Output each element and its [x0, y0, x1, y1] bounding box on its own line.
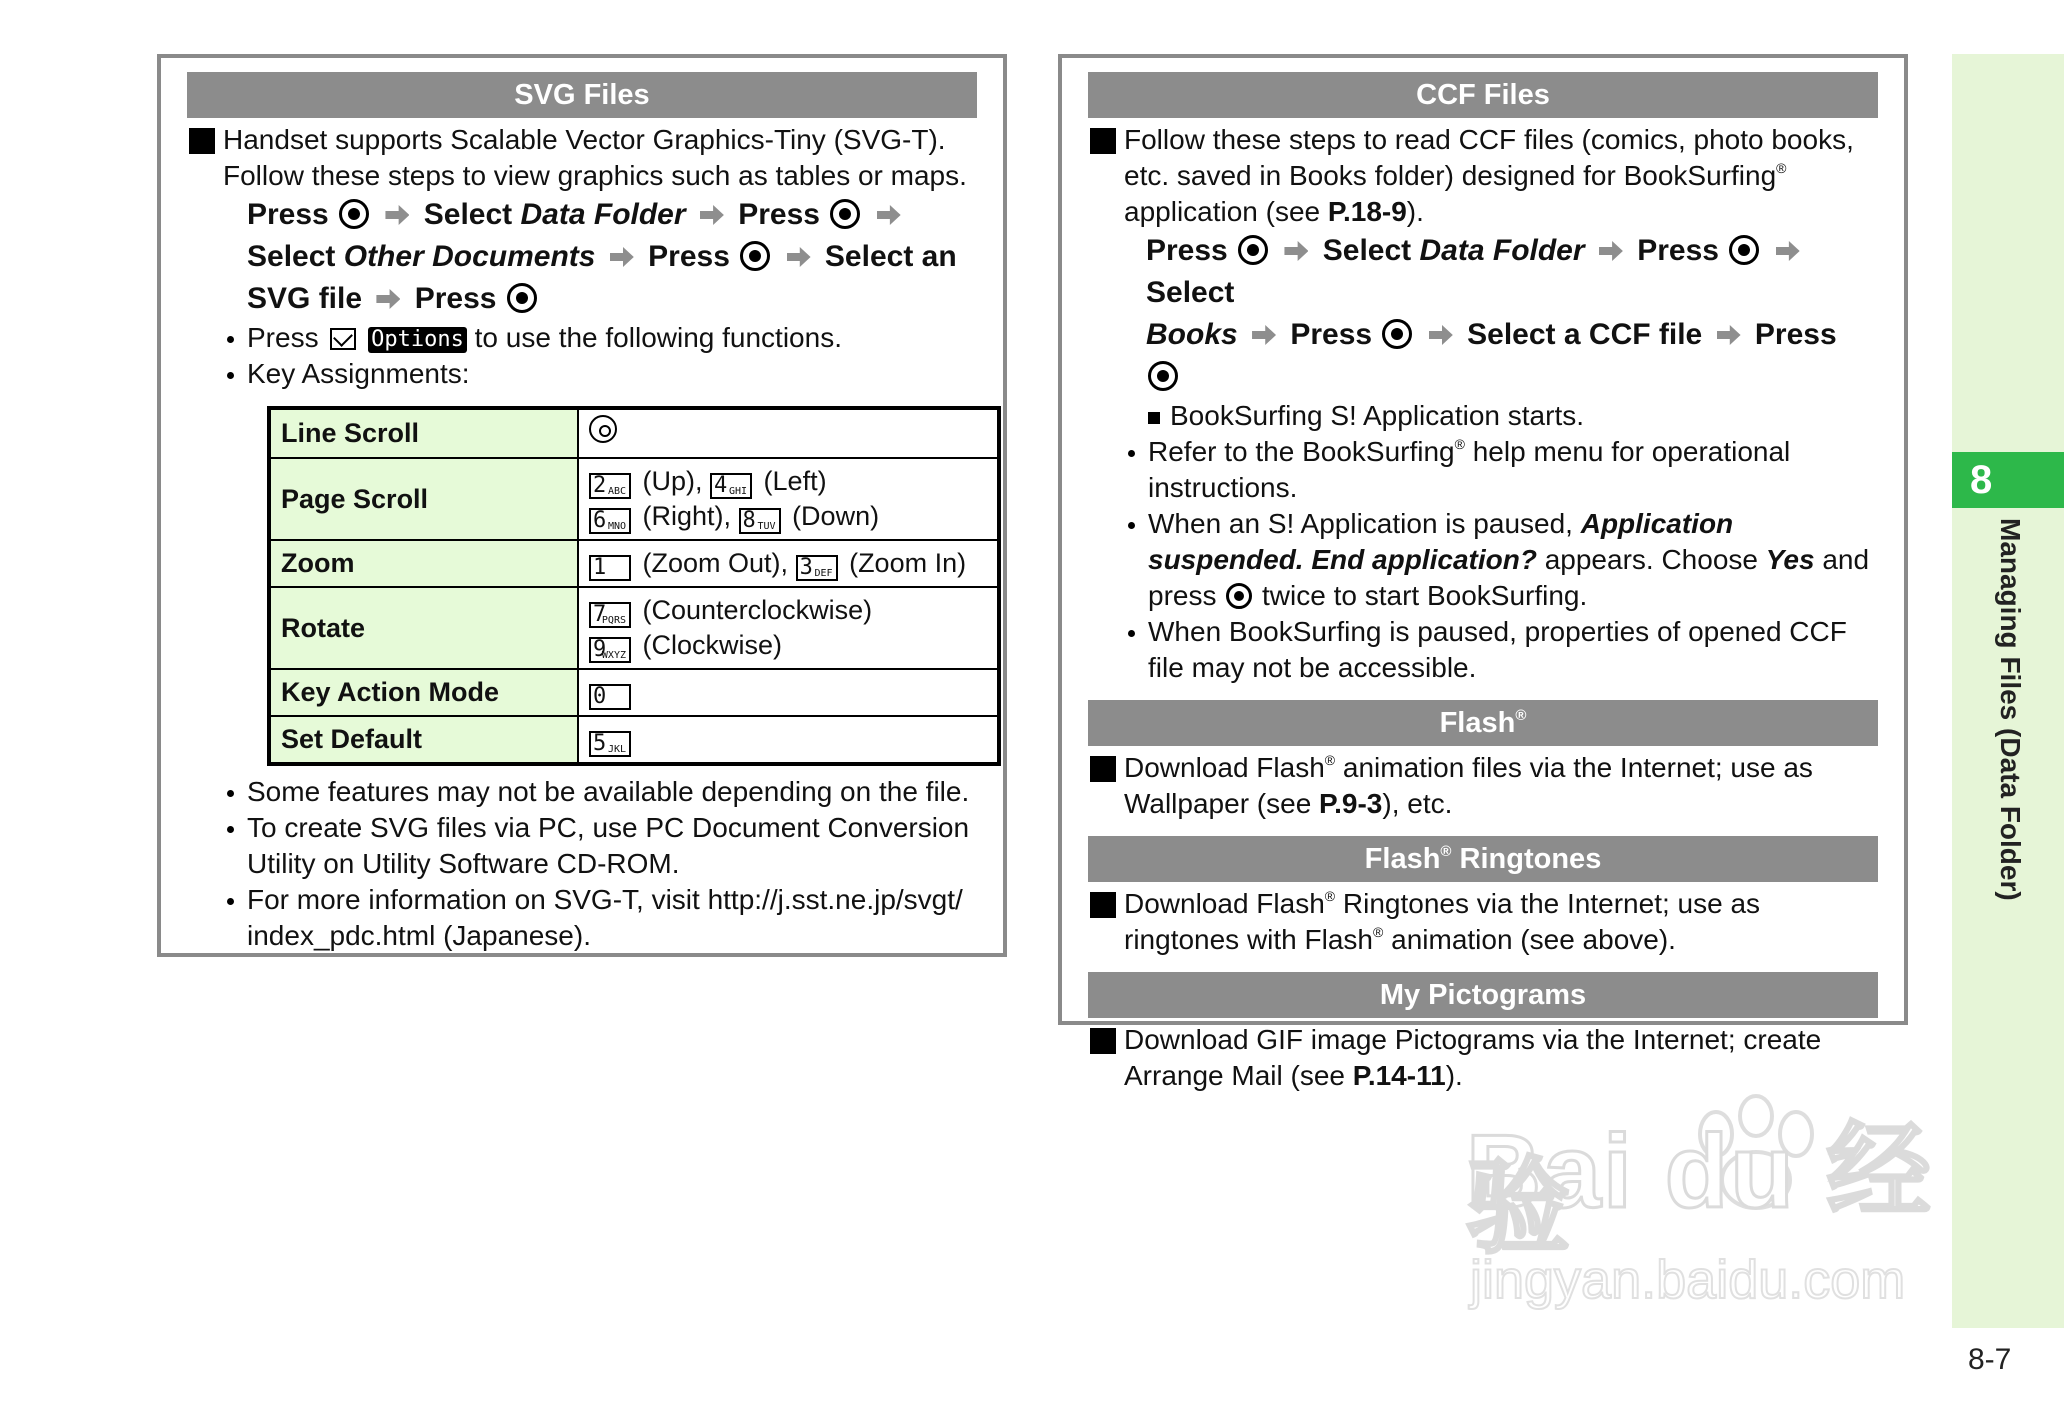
center-key-icon [1226, 583, 1252, 609]
step-arrow-icon [1429, 325, 1453, 345]
square-bullet-icon [1090, 128, 1116, 154]
page-reference: P.18-9 [1327, 196, 1407, 227]
step-arrow-icon [1284, 241, 1308, 261]
step-arrow-icon [610, 247, 634, 267]
mail-key-icon [330, 328, 356, 350]
multi-selector-icon [589, 415, 617, 443]
svg-files-heading: SVG Files [187, 72, 977, 118]
watermark-logo-text: Bai du 经验 [1466, 1114, 1933, 1266]
flash-heading: Flash® [1088, 700, 1878, 746]
table-key-cell: Zoom [269, 540, 578, 587]
page-number: 8-7 [1968, 1343, 2012, 1376]
table-key-cell: Key Action Mode [269, 669, 578, 716]
square-bullet-icon [189, 128, 215, 154]
step-arrow-icon [787, 247, 811, 267]
step-arrow-icon [376, 289, 400, 309]
key-9-icon: 9 WXYZ [589, 637, 631, 663]
table-row [269, 458, 999, 540]
step-arrow-icon [877, 205, 901, 225]
key-8-icon: 8 TUV [739, 508, 781, 534]
options-softkey-label: Options [368, 327, 467, 353]
table-key-cell: Page Scroll [269, 458, 578, 540]
ccf-steps: Press Select Data Folder Press Select Books Press Select a CCF file Press [1088, 230, 1878, 398]
watermark-url: jingyan.baidu.com [1470, 1250, 1906, 1310]
ccf-intro: Follow these steps to read CCF files (comics, photo books, etc. saved in Books folder) designed for BookSurfing® application (see P.18-9). [1088, 122, 1878, 230]
table-row [269, 408, 999, 458]
table-value-cell [578, 669, 999, 716]
svg-key-assignments-note: Key Assignments: [187, 356, 977, 392]
center-key-icon [1238, 235, 1268, 265]
svg-files-panel [157, 54, 1007, 957]
ccf-note-3: When BookSurfing is paused, properties of opened CCF file may not be accessible. [1088, 614, 1878, 686]
key-4-icon: 4 GHI [710, 473, 752, 499]
ccf-note-1: Refer to the BookSurfing® help menu for operational instructions. [1088, 434, 1878, 506]
ccf-files-panel [1058, 54, 1908, 1091]
step-arrow-icon [1717, 325, 1741, 345]
ccf-note-2: When an S! Application is paused, Application suspended. End application? appears. Choose Yes and press twice to start BookSurfing. [1088, 506, 1878, 614]
key-6-icon: 6 MNO [589, 508, 631, 534]
table-key-cell: Line Scroll [269, 408, 578, 458]
key-3-icon: 3 DEF [796, 555, 838, 581]
flash-ringtones-heading: Flash® Ringtones [1088, 836, 1878, 882]
table-value-cell [578, 408, 999, 458]
svg-intro-line-1: Handset supports Scalable Vector Graphics-Tiny (SVG-T). [223, 124, 946, 155]
table-row [269, 716, 999, 764]
square-bullet-icon [1090, 1028, 1116, 1054]
key-assignments-table [267, 406, 1001, 766]
svg-options-note: Press Options to use the following functions. [187, 320, 977, 356]
ccf-files-heading: CCF Files [1088, 72, 1878, 118]
key-7-icon: 7 PQRS [589, 602, 631, 628]
chapter-number: 8 [1952, 452, 2064, 508]
key-0-icon: 0 [589, 684, 631, 710]
table-value-cell [578, 716, 999, 764]
center-key-icon [339, 199, 369, 229]
step-arrow-icon [1776, 241, 1800, 261]
svg-intro [187, 122, 977, 194]
svg-intro-line-2: Follow these steps to view graphics such as tables or maps. [223, 160, 967, 191]
center-key-icon [1729, 235, 1759, 265]
page-reference: P.9-3 [1319, 788, 1383, 819]
square-bullet-icon [1090, 892, 1116, 918]
center-key-icon [830, 199, 860, 229]
svg-steps: Press Select Data Folder Press Select Other Documents Press Select an SVG file Press [247, 198, 957, 315]
ccf-result-note: BookSurfing S! Application starts. [1088, 398, 1878, 434]
center-key-icon [740, 241, 770, 271]
square-bullet-icon [1090, 756, 1116, 782]
flash-text: Download Flash® animation files via the Internet; use as Wallpaper (see P.9-3), etc. [1088, 750, 1878, 822]
table-row [269, 587, 999, 669]
table-key-cell: Rotate [269, 587, 578, 669]
step-arrow-icon [385, 205, 409, 225]
page-reference: P.14-11 [1352, 1060, 1446, 1091]
table-key-cell: Set Default [269, 716, 578, 764]
step-arrow-icon [1599, 241, 1623, 261]
center-key-icon [507, 283, 537, 313]
my-pictograms-heading: My Pictograms [1088, 972, 1878, 1018]
table-value-cell: 1 (Zoom Out), 3 DEF (Zoom In) [578, 540, 999, 587]
step-arrow-icon [1252, 325, 1276, 345]
step-arrow-icon [700, 205, 724, 225]
key-1-icon: 1 [589, 555, 631, 581]
my-pictograms-text: Download GIF image Pictograms via the Internet; create Arrange Mail (see P.14-11). [1088, 1022, 1878, 1094]
baidu-watermark [1466, 1094, 1946, 1324]
table-value-cell: 7 PQRS (Counterclockwise) 9 WXYZ (Clockwise) [578, 587, 999, 669]
center-key-icon [1382, 319, 1412, 349]
key-2-icon: 2 ABC [589, 473, 631, 499]
table-row [269, 540, 999, 587]
key-5-icon: 5 JKL [589, 731, 631, 757]
chapter-title: Managing Files (Data Folder) [1995, 518, 2026, 901]
table-row [269, 669, 999, 716]
table-value-cell: 2 ABC (Up), 4 GHI (Left) 6 MNO (Right), 8 TUV (Down) [578, 458, 999, 540]
flash-ringtones-text: Download Flash® Ringtones via the Internet; use as ringtones with Flash® animation (see above). [1088, 886, 1878, 958]
center-key-icon [1148, 361, 1178, 391]
